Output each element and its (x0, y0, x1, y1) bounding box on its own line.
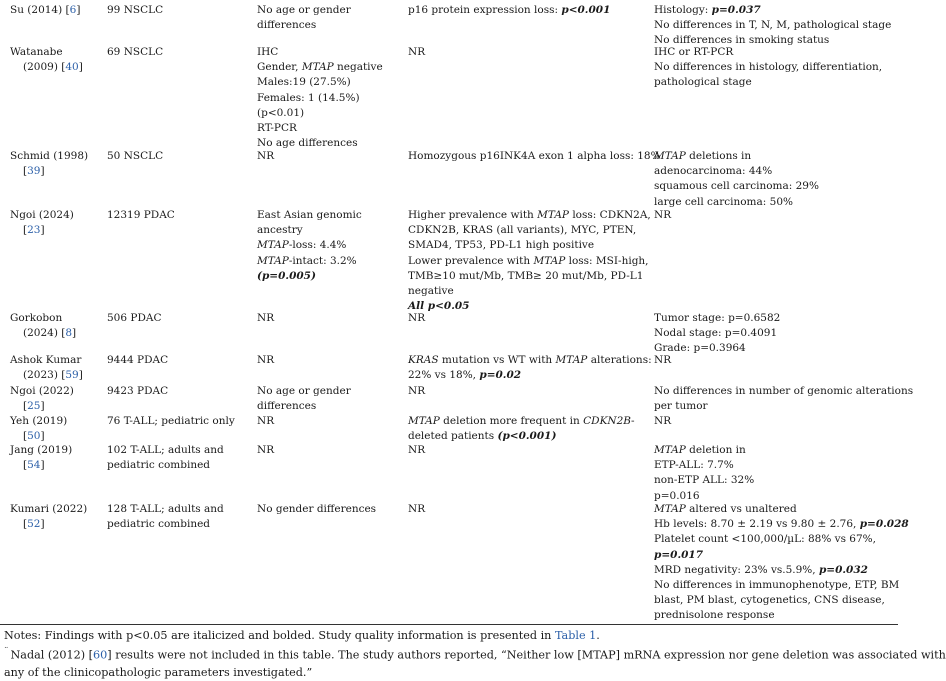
citation-link[interactable]: 59 (65, 369, 79, 382)
citation-link[interactable]: 23 (27, 224, 41, 237)
study-cell: Kumari (2022) [52] (10, 503, 88, 531)
clinical-cell: MTAP altered vs unaltered Hb levels: 8.70 ± 2.19 vs 9.80 ± 2.76, p=0.028 Platelet count <100,000/µL: 88% vs 67%, p=0.017 MRD negativity: 23% vs.5.9%, p=0.032 No differences in immunophenotype, ETP, BM blast, PM blast, cytogenetics, CNS disease, prednisolone response (654, 503, 909, 622)
molecular-cell: MTAP deletion more frequent in CDKN2B- deleted patients (p<0.001) (408, 415, 635, 443)
study-cell: Watanabe (2009) [40] (10, 46, 83, 74)
demographics-cell: NR (257, 415, 275, 427)
demographics-cell: NR (257, 354, 275, 366)
molecular-cell: Homozygous p16INK4A exon 1 alpha loss: 18% (408, 150, 661, 162)
molecular-cell: NR (408, 503, 426, 515)
citation-link[interactable]: 25 (27, 400, 41, 413)
clinical-cell: Histology: p=0.037 No differences in T, N, M, pathological stage No differences in smoking status (654, 4, 892, 47)
clinical-cell: IHC or RT-PCR No differences in histology, differentiation, pathological stage (654, 46, 883, 89)
molecular-cell: NR (408, 444, 426, 456)
citation-link[interactable]: 50 (27, 430, 41, 443)
demographics-cell: East Asian genomic ancestry MTAP-loss: 4.4% MTAP-intact: 3.2% (p=0.005) (257, 209, 362, 282)
demographics-cell: No age or gender differences (257, 4, 351, 32)
sample-cell: 12319 PDAC (107, 209, 175, 221)
study-cell: Ashok Kumar (2023) [59] (10, 354, 83, 382)
citation-link[interactable]: 40 (65, 61, 79, 74)
clinical-cell: Tumor stage: p=0.6582 Nodal stage: p=0.4091 Grade: p=0.3964 (654, 312, 781, 355)
demographics-cell: NR (257, 444, 275, 456)
citation-link[interactable]: 52 (27, 518, 41, 531)
sample-cell: 9423 PDAC (107, 385, 169, 397)
sample-cell: 76 T-ALL; pediatric only (107, 415, 235, 427)
molecular-cell: Higher prevalence with MTAP loss: CDKN2A, CDKN2B, KRAS (all variants), MYC, PTEN, SMAD4, TP53, PD-L1 high positive Lower prevalence with MTAP loss: MSI-high, TMB≥10 mut/Mb, TMB≥ 20 mut/Mb, PD-L1 negative All p<0.05 (408, 209, 651, 313)
demographics-cell: NR (257, 312, 275, 324)
footnote-marker: ¨ (4, 647, 9, 657)
table-bottom-rule (0, 624, 898, 625)
molecular-cell: KRAS mutation vs WT with MTAP alterations: 22% vs 18%, p=0.02 (408, 354, 652, 382)
demographics-cell: No age or gender differences (257, 385, 351, 413)
demographics-cell: NR (257, 150, 275, 162)
sample-cell: 506 PDAC (107, 312, 162, 324)
sample-cell: 102 T-ALL; adults and pediatric combined (107, 444, 224, 472)
molecular-cell: NR (408, 385, 426, 397)
sample-cell: 99 NSCLC (107, 4, 164, 16)
clinical-cell: MTAP deletions in adenocarcinoma: 44% squamous cell carcinoma: 29% large cell carcinoma: 50% (654, 150, 819, 208)
citation-link[interactable]: 6 (69, 4, 77, 16)
notes-line-2: ¨ Nadal (2012) [60] results were not included in this table. The study authors reported, “Neither low [MTAP] mRNA expression nor gene deletion was associated with (4, 647, 946, 662)
molecular-cell: NR (408, 46, 426, 58)
demographics-cell: IHC Gender, MTAP negative Males:19 (27.5%) Females: 1 (14.5%) (p<0.01) RT-PCR No age differences (257, 46, 383, 150)
sample-cell: 50 NSCLC (107, 150, 164, 162)
sample-cell: 69 NSCLC (107, 46, 164, 58)
demographics-cell: No gender differences (257, 503, 377, 515)
notes-line-1: Notes: Findings with p<0.05 are italicized and bolded. Study quality information is presented in Table 1. (4, 629, 600, 642)
study-cell: Yeh (2019) [50] (10, 415, 68, 443)
clinical-cell: NR (654, 209, 672, 221)
sample-cell: 128 T-ALL; adults and pediatric combined (107, 503, 224, 531)
molecular-cell: p16 protein expression loss: p<0.001 (408, 4, 611, 16)
clinical-cell: NR (654, 354, 672, 366)
study-cell: Ngoi (2022) [25] (10, 385, 74, 413)
citation-link[interactable]: 54 (27, 459, 41, 472)
citation-link[interactable]: 8 (65, 327, 73, 340)
notes-line-3: any of the clinicopathologic parameters investigated.” (4, 665, 313, 679)
study-cell: Jang (2019) [54] (10, 444, 73, 472)
sample-cell: 9444 PDAC (107, 354, 169, 366)
study-cell: Schmid (1998) [39] (10, 150, 89, 178)
citation-link[interactable]: 60 (93, 648, 108, 662)
table-notes (4, 627, 946, 681)
study-cell: Ngoi (2024) [23] (10, 209, 74, 237)
clinical-cell: No differences in number of genomic alterations per tumor (654, 385, 914, 413)
study-cell: Su (2014) [6] (10, 4, 81, 16)
study-cell: Gorkobon (2024) [8] (10, 312, 77, 340)
citation-link[interactable]: 39 (27, 165, 41, 178)
clinical-cell: MTAP deletion in ETP-ALL: 7.7% non-ETP ALL: 32% p=0.016 (654, 444, 755, 502)
table-1-link[interactable]: Table 1 (554, 629, 597, 642)
molecular-cell: NR (408, 312, 426, 324)
clinical-cell: NR (654, 415, 672, 427)
